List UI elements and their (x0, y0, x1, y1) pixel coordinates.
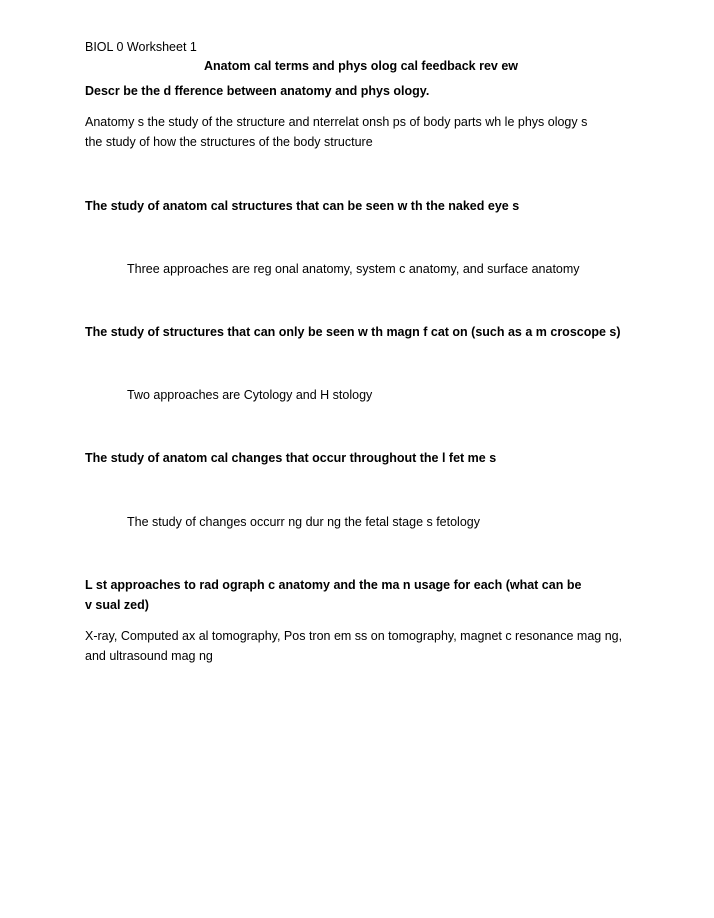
answer-line: the study of how the structures of the body structure (85, 135, 373, 149)
question-2-prompt: The study of anatom cal structures that can be seen w th the naked eye s (85, 199, 520, 213)
question-5-answer (85, 626, 645, 666)
prompt-line: v sual zed) (85, 598, 149, 612)
prompt-line: L st approaches to rad ograph c anatomy and the ma n usage for each (what can be (85, 578, 582, 592)
question-2-answer: Three approaches are reg onal anatomy, system c anatomy, and surface anatomy (127, 262, 580, 276)
worksheet-title: Anatom cal terms and phys olog cal feedback rev ew (204, 59, 518, 73)
course-header: BIOL 0 Worksheet 1 (85, 40, 197, 54)
question-4-answer: The study of changes occurr ng dur ng the fetal stage s fetology (127, 515, 480, 529)
question-3-answer: Two approaches are Cytology and H stology (127, 388, 373, 402)
answer-line: Anatomy s the study of the structure and nterrelat onsh ps of body parts wh le phys ology s (85, 115, 588, 129)
question-5-prompt (85, 575, 645, 615)
answer-line: and ultrasound mag ng (85, 649, 213, 663)
answer-line: X-ray, Computed ax al tomography, Pos tron em ss on tomography, magnet c resonance mag ng, (85, 629, 623, 643)
question-1-answer (85, 112, 645, 152)
question-4-prompt: The study of anatom cal changes that occur throughout the l fet me s (85, 451, 497, 465)
question-1-prompt: Descr be the d fference between anatomy and phys ology. (85, 84, 430, 98)
question-3-prompt: The study of structures that can only be seen w th magn f cat on (such as a m croscope s) (85, 325, 621, 339)
